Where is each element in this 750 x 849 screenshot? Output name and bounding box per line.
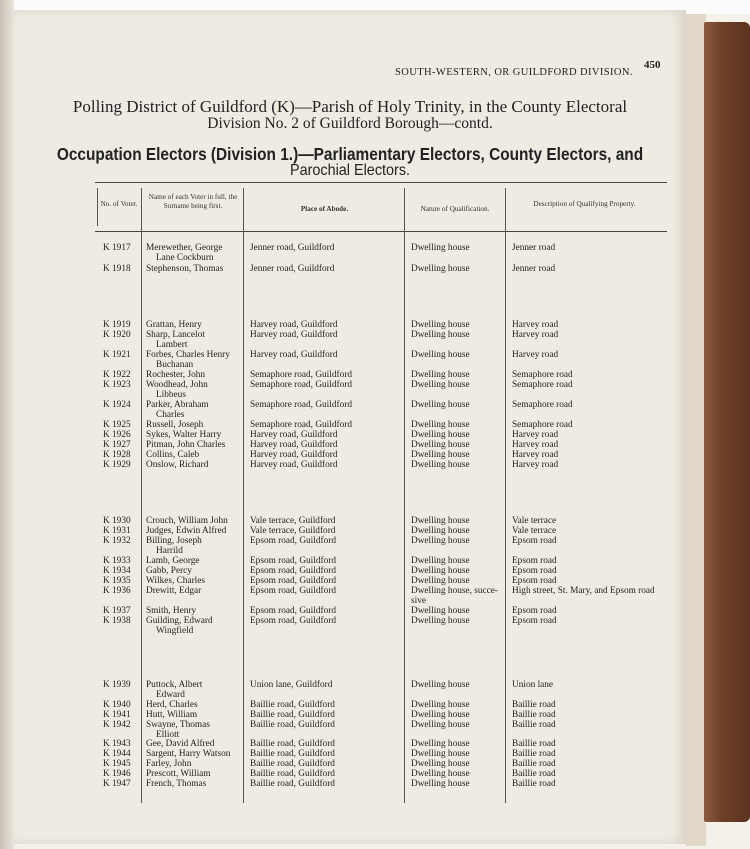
qualification-nature: Dwelling house xyxy=(411,710,470,720)
qualification-nature: Dwelling house xyxy=(411,680,470,690)
qualifying-property: Baillie road xyxy=(512,769,556,779)
place-of-abode: Vale terrace, Guildford xyxy=(250,516,336,526)
voter-name-continuation: Charles xyxy=(156,410,185,420)
qualification-nature: Dwelling house xyxy=(411,450,470,460)
qualifying-property: Epsom road xyxy=(512,576,557,586)
qualifying-property: Harvey road xyxy=(512,440,559,450)
qualifying-property: Semaphore road xyxy=(512,370,573,380)
voter-number: K 1927 xyxy=(103,440,131,450)
place-of-abode: Harvey road, Guildford xyxy=(250,330,338,340)
voter-name-line: Prescott, William xyxy=(146,769,211,779)
voter-name xyxy=(146,400,252,420)
voter-name-line: Herd, Charles xyxy=(146,700,198,710)
place-of-abode: Jenner road, Guildford xyxy=(250,243,335,253)
voter-number: K 1945 xyxy=(103,759,131,769)
place-of-abode: Harvey road, Guildford xyxy=(250,440,338,450)
voter-name-line: Onslow, Richard xyxy=(146,460,209,470)
table-top-rule xyxy=(95,182,667,183)
header-property: Description of Qualifying Property. xyxy=(533,200,636,208)
place-of-abode: Vale terrace, Guildford xyxy=(250,526,336,536)
voter-name-line: Swayne, Thomas xyxy=(146,720,210,730)
header-qualification: Nature of Qualification. xyxy=(420,205,490,213)
voter-number: K 1944 xyxy=(103,749,131,759)
place-of-abode: Semaphore road, Guildford xyxy=(250,380,352,390)
qualification-nature: Dwelling house xyxy=(411,769,470,779)
voter-name xyxy=(146,576,252,586)
voter-name-line: Judges, Edwin Alfred xyxy=(146,526,227,536)
voter-name-line: Pitman, John Charles xyxy=(146,440,226,450)
qualification-nature: Dwelling house xyxy=(411,566,470,576)
qualification-nature: Dwelling house xyxy=(411,526,470,536)
voter-name xyxy=(146,769,252,779)
qualification-nature: Dwelling house xyxy=(411,430,470,440)
place-of-abode: Semaphore road, Guildford xyxy=(250,400,352,410)
qualification-nature: Dwelling house xyxy=(411,420,470,430)
voter-number: K 1943 xyxy=(103,739,131,749)
qualification-nature: Dwelling house xyxy=(411,700,470,710)
voter-name-line: Sharp, Lancelot xyxy=(146,330,205,340)
qualifying-property: Harvey road xyxy=(512,330,559,340)
place-of-abode: Baillie road, Guildford xyxy=(250,720,335,730)
qualifying-property: Baillie road xyxy=(512,739,556,749)
qualifying-property: Epsom road xyxy=(512,536,557,546)
voter-name xyxy=(146,516,252,526)
voter-name-line: French, Thomas xyxy=(146,779,207,789)
voter-number: K 1919 xyxy=(103,320,131,330)
place-of-abode: Union lane, Guildford xyxy=(250,680,333,690)
voter-name-line: Wilkes, Charles xyxy=(146,576,206,586)
qualifying-property: Baillie road xyxy=(512,759,556,769)
place-of-abode: Baillie road, Guildford xyxy=(250,769,335,779)
voter-name-line: Russell, Joseph xyxy=(146,420,204,430)
place-of-abode: Baillie road, Guildford xyxy=(250,779,335,789)
qualifying-property: Vale terrace xyxy=(512,516,557,526)
voter-name xyxy=(146,264,252,274)
voter-name xyxy=(146,759,252,769)
voter-name xyxy=(146,526,252,536)
qualification-nature: Dwelling house xyxy=(411,739,470,749)
voter-name xyxy=(146,430,252,440)
voter-name-line: Merewether, George xyxy=(146,243,223,253)
voter-name xyxy=(146,460,252,470)
place-of-abode: Harvey road, Guildford xyxy=(250,460,338,470)
voter-number: K 1933 xyxy=(103,556,131,566)
qualifying-property: Jenner road xyxy=(512,264,556,274)
voter-name-line: Hutt, William xyxy=(146,710,198,720)
place-of-abode: Semaphore road, Guildford xyxy=(250,420,352,430)
table-header-rule xyxy=(95,231,667,232)
qualifying-property: Harvey road xyxy=(512,430,559,440)
qualifying-property: Harvey road xyxy=(512,350,559,360)
voter-name xyxy=(146,450,252,460)
qualifying-property: Baillie road xyxy=(512,779,556,789)
qualification-nature: Dwelling house xyxy=(411,243,470,253)
qualification-nature: Dwelling house xyxy=(411,576,470,586)
running-title: SOUTH-WESTERN, OR GUILDFORD DIVISION. xyxy=(395,67,633,78)
qualification-nature: Dwelling house xyxy=(411,264,470,274)
voter-name xyxy=(146,586,252,596)
voter-name xyxy=(146,700,252,710)
voter-number: K 1939 xyxy=(103,680,131,690)
qualifying-property: Semaphore road xyxy=(512,420,573,430)
qualifying-property: Vale terrace xyxy=(512,526,557,536)
place-of-abode: Epsom road, Guildford xyxy=(250,556,336,566)
voter-name-line: Forbes, Charles Henry xyxy=(146,350,230,360)
voter-number: K 1921 xyxy=(103,350,131,360)
place-of-abode: Epsom road, Guildford xyxy=(250,606,336,616)
voter-name-line: Parker, Abraham xyxy=(146,400,209,410)
voter-name xyxy=(146,440,252,450)
qualifying-property: Harvey road xyxy=(512,460,559,470)
qualifying-property: Union lane xyxy=(512,680,554,690)
voter-name xyxy=(146,420,252,430)
voter-name xyxy=(146,556,252,566)
voter-number: K 1937 xyxy=(103,606,131,616)
voter-number: K 1930 xyxy=(103,516,131,526)
place-of-abode: Harvey road, Guildford xyxy=(250,450,338,460)
place-of-abode: Epsom road, Guildford xyxy=(250,536,336,546)
place-of-abode: Baillie road, Guildford xyxy=(250,749,335,759)
section-subtitle: Parochial Electors. xyxy=(289,162,411,179)
header-voter-name: Name of each Voter in full, the Surname being first. xyxy=(148,193,238,210)
voter-name-line: Woodhead, John xyxy=(146,380,208,390)
voter-name-line: Billing, Joseph xyxy=(146,536,202,546)
voter-name xyxy=(146,320,252,330)
voter-name xyxy=(146,739,252,749)
place-of-abode: Baillie road, Guildford xyxy=(250,739,335,749)
voter-name-line: Guilding, Edward xyxy=(146,616,213,626)
voter-number: K 1924 xyxy=(103,400,131,410)
voter-name-line: Puttock, Albert xyxy=(146,680,203,690)
voter-number: K 1920 xyxy=(103,330,131,340)
voter-name-line: Gee, David Alfred xyxy=(146,739,215,749)
place-of-abode: Epsom road, Guildford xyxy=(250,576,336,586)
voter-number: K 1929 xyxy=(103,460,131,470)
voter-name-line: Collins, Caleb xyxy=(146,450,200,460)
district-subtitle: Division No. 2 of Guildford Borough—contd. xyxy=(207,115,493,132)
voter-number: K 1917 xyxy=(103,243,131,253)
voter-name-continuation: Libbeus xyxy=(156,390,186,400)
qualifying-property: Jenner road xyxy=(512,243,556,253)
voter-number: K 1940 xyxy=(103,700,131,710)
qualification-nature: Dwelling house xyxy=(411,749,470,759)
voter-number: K 1923 xyxy=(103,380,131,390)
header-place-of-abode: Place of Abode. xyxy=(300,205,349,213)
voter-name xyxy=(146,606,252,616)
voter-name-line: Sargent, Harry Watson xyxy=(146,749,231,759)
qualification-nature: Dwelling house, succe-sive xyxy=(411,586,499,606)
place-of-abode: Harvey road, Guildford xyxy=(250,430,338,440)
header-voter-no: No. of Voter. xyxy=(100,200,138,208)
voter-name xyxy=(146,370,252,380)
qualification-nature: Dwelling house xyxy=(411,779,470,789)
voter-name-continuation: Edward xyxy=(156,690,185,700)
voter-name-continuation: Elliott xyxy=(156,730,180,740)
place-of-abode: Epsom road, Guildford xyxy=(250,566,336,576)
qualification-nature: Dwelling house xyxy=(411,759,470,769)
section-title: Occupation Electors (Division 1.)—Parliamentary Electors, County Electors, and xyxy=(56,144,644,164)
place-of-abode: Baillie road, Guildford xyxy=(250,710,335,720)
voter-name-line: Stephenson, Thomas xyxy=(146,264,224,274)
voter-name-continuation: Lambert xyxy=(156,340,188,350)
voter-name xyxy=(146,330,252,350)
place-of-abode: Baillie road, Guildford xyxy=(250,700,335,710)
qualifying-property: Epsom road xyxy=(512,606,557,616)
place-of-abode: Semaphore road, Guildford xyxy=(250,370,352,380)
voter-name-continuation: Lane Cockburn xyxy=(156,253,214,263)
qualifying-property: Epsom road xyxy=(512,616,557,626)
qualification-nature: Dwelling house xyxy=(411,330,470,340)
qualifying-property: High street, St. Mary, and Epsom road xyxy=(512,586,655,596)
voter-name xyxy=(146,710,252,720)
place-of-abode: Baillie road, Guildford xyxy=(250,759,335,769)
qualification-nature: Dwelling house xyxy=(411,320,470,330)
voter-number: K 1928 xyxy=(103,450,131,460)
voter-number: K 1941 xyxy=(103,710,131,720)
voter-name-line: Drewitt, Edgar xyxy=(146,586,202,596)
qualification-nature: Dwelling house xyxy=(411,400,470,410)
voter-number: K 1918 xyxy=(103,264,131,274)
voter-name xyxy=(146,380,252,400)
qualifying-property: Baillie road xyxy=(512,700,556,710)
voter-number: K 1936 xyxy=(103,586,131,596)
voter-name xyxy=(146,243,252,263)
voter-name-continuation: Buchanan xyxy=(156,360,194,370)
voter-number: K 1934 xyxy=(103,566,131,576)
place-of-abode: Epsom road, Guildford xyxy=(250,586,336,596)
qualifying-property: Epsom road xyxy=(512,556,557,566)
voter-number: K 1926 xyxy=(103,430,131,440)
column-divider xyxy=(404,188,405,803)
page-edges xyxy=(686,14,706,846)
voter-name-continuation: Wingfield xyxy=(156,626,194,636)
voter-name-line: Crouch, William John xyxy=(146,516,228,526)
qualification-nature: Dwelling house xyxy=(411,350,470,360)
voter-name xyxy=(146,749,252,759)
column-divider xyxy=(97,188,98,226)
voter-name xyxy=(146,350,252,370)
voter-number: K 1947 xyxy=(103,779,131,789)
qualification-nature: Dwelling house xyxy=(411,536,470,546)
voter-number: K 1932 xyxy=(103,536,131,546)
voter-number: K 1946 xyxy=(103,769,131,779)
qualifying-property: Baillie road xyxy=(512,710,556,720)
qualifying-property: Baillie road xyxy=(512,720,556,730)
qualification-nature: Dwelling house xyxy=(411,460,470,470)
qualification-nature: Dwelling house xyxy=(411,516,470,526)
voter-name xyxy=(146,680,252,700)
voter-number: K 1942 xyxy=(103,720,131,730)
qualifying-property: Harvey road xyxy=(512,450,559,460)
qualifying-property: Semaphore road xyxy=(512,380,573,390)
qualification-nature: Dwelling house xyxy=(411,370,470,380)
qualification-nature: Dwelling house xyxy=(411,440,470,450)
qualifying-property: Semaphore road xyxy=(512,400,573,410)
voter-name xyxy=(146,566,252,576)
voter-name xyxy=(146,616,252,636)
place-of-abode: Epsom road, Guildford xyxy=(250,616,336,626)
qualifying-property: Harvey road xyxy=(512,320,559,330)
voter-number: K 1938 xyxy=(103,616,131,626)
voter-number: K 1925 xyxy=(103,420,131,430)
voter-name-line: Farley, John xyxy=(146,759,192,769)
voter-name-continuation: Harrild xyxy=(156,546,183,556)
voter-name-line: Gabb, Percy xyxy=(146,566,192,576)
page-number: 450 xyxy=(644,59,661,71)
voter-name-line: Sykes, Walter Harry xyxy=(146,430,222,440)
voter-number: K 1931 xyxy=(103,526,131,536)
voter-name-line: Rochester, John xyxy=(146,370,206,380)
voter-number: K 1922 xyxy=(103,370,131,380)
column-divider xyxy=(141,188,142,803)
place-of-abode: Harvey road, Guildford xyxy=(250,320,338,330)
voter-name-line: Lamb, George xyxy=(146,556,200,566)
voter-name-line: Smith, Henry xyxy=(146,606,197,616)
voter-name xyxy=(146,536,252,556)
district-title: Polling District of Guildford (K)—Parish of Holy Trinity, in the County Electoral xyxy=(72,97,628,116)
qualifying-property: Epsom road xyxy=(512,566,557,576)
qualification-nature: Dwelling house xyxy=(411,556,470,566)
qualification-nature: Dwelling house xyxy=(411,720,470,730)
voter-name xyxy=(146,720,252,740)
qualification-nature: Dwelling house xyxy=(411,616,470,626)
voter-number: K 1935 xyxy=(103,576,131,586)
voter-name xyxy=(146,779,252,789)
place-of-abode: Harvey road, Guildford xyxy=(250,350,338,360)
book-cover xyxy=(704,22,750,822)
qualification-nature: Dwelling house xyxy=(411,380,470,390)
place-of-abode: Jenner road, Guildford xyxy=(250,264,335,274)
voter-name-line: Grattan, Henry xyxy=(146,320,202,330)
qualifying-property: Baillie road xyxy=(512,749,556,759)
qualification-nature: Dwelling house xyxy=(411,606,470,616)
